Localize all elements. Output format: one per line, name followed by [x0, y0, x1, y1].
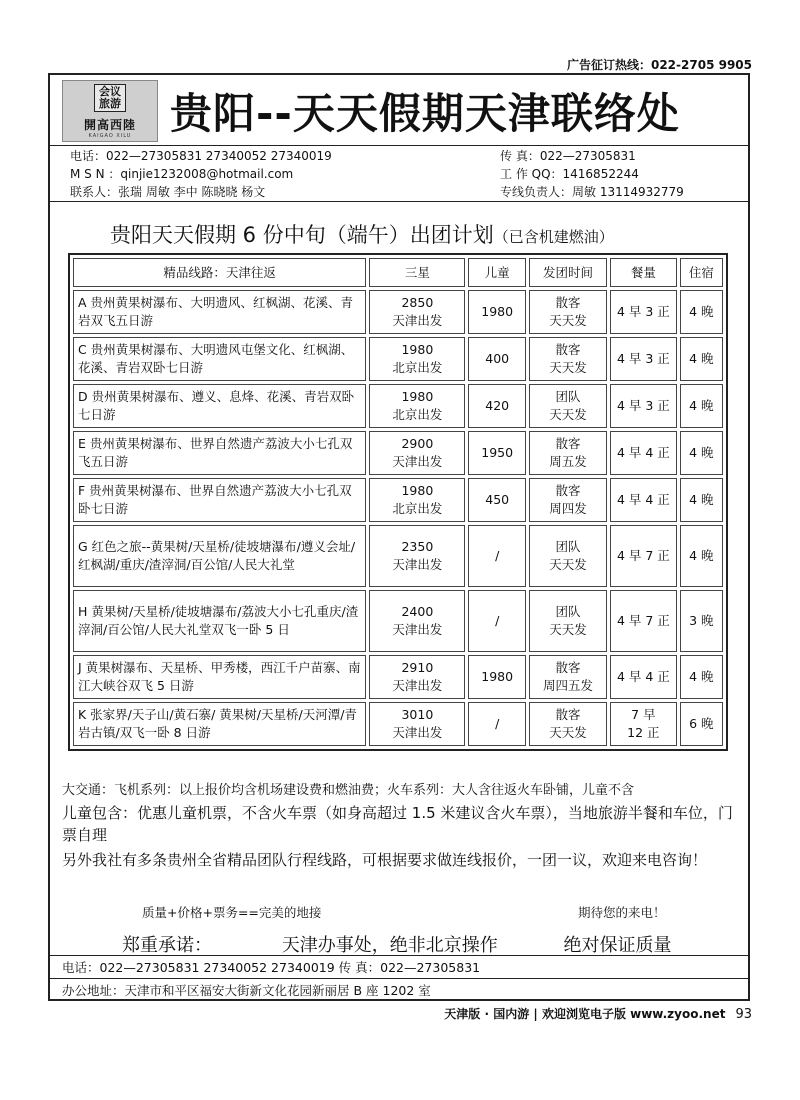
child-note: 儿童包含：优惠儿童机票，不含火车票（如身高超过 1.5 米建议含火车票），当地旅游半餐和车位，门票自理	[62, 804, 733, 844]
promise-line	[122, 931, 671, 957]
divider	[50, 145, 748, 146]
contact-msn: M S N ：qinjie1232008@hotmail.com	[70, 167, 294, 181]
lodging-cell: 4 晚	[680, 337, 723, 381]
header-child: 儿童	[468, 258, 525, 287]
departure-cell: 散客 天天发	[529, 290, 607, 334]
slogan: 质量+价格+票务==完美的地接	[142, 905, 322, 920]
header-lodging: 住宿	[680, 258, 723, 287]
price-cell: 2350 天津出发	[369, 525, 465, 587]
table-row	[73, 655, 723, 699]
table-row	[73, 478, 723, 522]
lodging-cell: 4 晚	[680, 431, 723, 475]
route-cell: D 贵州黄果树瀑布、遵义、息烽、花溪、青岩双卧七日游	[73, 384, 366, 428]
price-cell: 1980 北京出发	[369, 384, 465, 428]
meals-cell: 4 早 4 正	[610, 478, 677, 522]
lodging-cell: 6 晚	[680, 702, 723, 746]
child-price-cell: /	[468, 590, 525, 652]
tour-table	[68, 253, 728, 751]
price-cell: 2900 天津出发	[369, 431, 465, 475]
more-routes-note: 另外我社有多条贵州全省精品团队行程线路，可根据要求做连线报价，一团一议，欢迎来电咨询！	[62, 851, 708, 869]
departure-cell: 散客 周四发	[529, 478, 607, 522]
header-route: 精品线路：天津往返	[73, 258, 366, 287]
child-price-cell: 1980	[468, 290, 525, 334]
plan-note: （已含机建燃油）	[493, 228, 614, 246]
welcome-text: 期待您的来电！	[578, 905, 666, 920]
meals-cell: 4 早 3 正	[610, 384, 677, 428]
departure-cell: 散客 天天发	[529, 337, 607, 381]
divider	[50, 978, 748, 979]
promise-office: 天津办事处，绝非北京操作	[281, 935, 498, 956]
page-title: 贵阳--天天假期天津联络处	[170, 89, 680, 138]
route-cell: H 黄果树/天星桥/徒坡塘瀑布/荔波大小七孔重庆/渣滓洞/百公馆/人民大礼堂双飞一卧 5 日	[73, 590, 366, 652]
page-footer	[444, 1005, 752, 1022]
table-row	[73, 337, 723, 381]
transport-note: 大交通：飞机系列：以上报价均含机场建设费和燃油费；火车系列：大人含往返火车卧铺，儿童不含	[62, 783, 635, 798]
departure-cell: 散客 天天发	[529, 702, 607, 746]
route-cell: A 贵州黄果树瀑布、大明遗风、红枫湖、花溪、青岩双飞五日游	[73, 290, 366, 334]
table-row	[73, 431, 723, 475]
table-row	[73, 384, 723, 428]
route-cell: C 贵州黄果树瀑布、大明遗风屯堡文化、红枫湖、花溪、青岩双卧七日游	[73, 337, 366, 381]
table-row	[73, 290, 723, 334]
contact-fax: 传 真：022—27305831	[500, 149, 636, 163]
bottom-contact: 电话：022—27305831 27340052 27340019 传 真：022—27305831	[62, 960, 481, 975]
meals-cell: 4 早 3 正	[610, 290, 677, 334]
child-price-cell: 1980	[468, 655, 525, 699]
footer-text: 天津版 · 国内游 | 欢迎浏览电子版 www.zyoo.net	[444, 1007, 726, 1021]
child-price-cell: 420	[468, 384, 525, 428]
meals-cell: 4 早 7 正	[610, 525, 677, 587]
route-cell: J 黄果树瀑布、天星桥、甲秀楼，西江千户苗寨、南江大峡谷双飞 5 日游	[73, 655, 366, 699]
table-row	[73, 525, 723, 587]
price-cell: 1980 北京出发	[369, 337, 465, 381]
lodging-cell: 4 晚	[680, 525, 723, 587]
contact-manager: 专线负责人：周敏 13114932779	[500, 185, 684, 199]
departure-cell: 团队 天天发	[529, 384, 607, 428]
ad-hotline: 广告征订热线：022-2705 9905	[566, 58, 752, 72]
logo-subtitle: KAIGAO XILU	[88, 132, 132, 139]
price-cell: 2910 天津出发	[369, 655, 465, 699]
meals-cell: 4 早 4 正	[610, 655, 677, 699]
child-price-cell: 450	[468, 478, 525, 522]
table-row	[73, 590, 723, 652]
departure-cell: 团队 天天发	[529, 590, 607, 652]
header-three-star: 三星	[369, 258, 465, 287]
office-address: 办公地址：天津市和平区福安大街新文化花园新丽居 B 座 1202 室	[62, 983, 431, 998]
promise-quality: 绝对保证质量	[563, 935, 672, 956]
header-meals: 餐量	[610, 258, 677, 287]
company-logo	[62, 80, 158, 142]
route-cell: E 贵州黄果树瀑布、世界自然遗产荔波大小七孔双飞五日游	[73, 431, 366, 475]
child-price-cell: /	[468, 702, 525, 746]
meals-cell: 7 早 12 正	[610, 702, 677, 746]
promise-label: 郑重承诺：	[122, 935, 212, 956]
route-cell: F 贵州黄果树瀑布、世界自然遗产荔波大小七孔双卧七日游	[73, 478, 366, 522]
table-row	[73, 702, 723, 746]
lodging-cell: 3 晚	[680, 590, 723, 652]
price-cell: 2850 天津出发	[369, 290, 465, 334]
child-price-cell: 400	[468, 337, 525, 381]
price-cell: 1980 北京出发	[369, 478, 465, 522]
route-cell: G 红色之旅--黄果树/天星桥/徒坡塘瀑布/遵义会址/红枫湖/重庆/渣滓洞/百公馆/人民大礼堂	[73, 525, 366, 587]
plan-title: 贵阳天天假期 6 份中旬（端午）出团计划（已含机建燃油）	[110, 223, 614, 247]
contact-qq: 工 作 QQ：1416852244	[500, 167, 639, 181]
meals-cell: 4 早 3 正	[610, 337, 677, 381]
divider	[50, 201, 748, 202]
departure-cell: 团队 天天发	[529, 525, 607, 587]
ad-frame	[48, 73, 750, 1001]
departure-cell: 散客 周五发	[529, 431, 607, 475]
departure-cell: 散客 周四五发	[529, 655, 607, 699]
price-cell: 2400 天津出发	[369, 590, 465, 652]
logo-badge: 会议 旅游	[94, 84, 126, 112]
lodging-cell: 4 晚	[680, 290, 723, 334]
lodging-cell: 4 晚	[680, 384, 723, 428]
header-departure: 发团时间	[529, 258, 607, 287]
page-number: 93	[735, 1007, 752, 1022]
price-cell: 3010 天津出发	[369, 702, 465, 746]
contact-phone: 电话：022—27305831 27340052 27340019	[70, 149, 332, 163]
lodging-cell: 4 晚	[680, 655, 723, 699]
table-body	[73, 290, 723, 746]
table-header-row	[73, 258, 723, 287]
meals-cell: 4 早 4 正	[610, 431, 677, 475]
child-price-cell: /	[468, 525, 525, 587]
meals-cell: 4 早 7 正	[610, 590, 677, 652]
divider	[50, 955, 748, 956]
route-cell: K 张家界/天子山/黄石寨/ 黄果树/天星桥/天河潭/青岩古镇/双飞一卧 8 日游	[73, 702, 366, 746]
logo-name: 開高西陸	[83, 117, 136, 132]
contact-persons: 联系人：张瑞 周敏 李中 陈晓晓 杨文	[70, 185, 266, 199]
lodging-cell: 4 晚	[680, 478, 723, 522]
child-price-cell: 1950	[468, 431, 525, 475]
